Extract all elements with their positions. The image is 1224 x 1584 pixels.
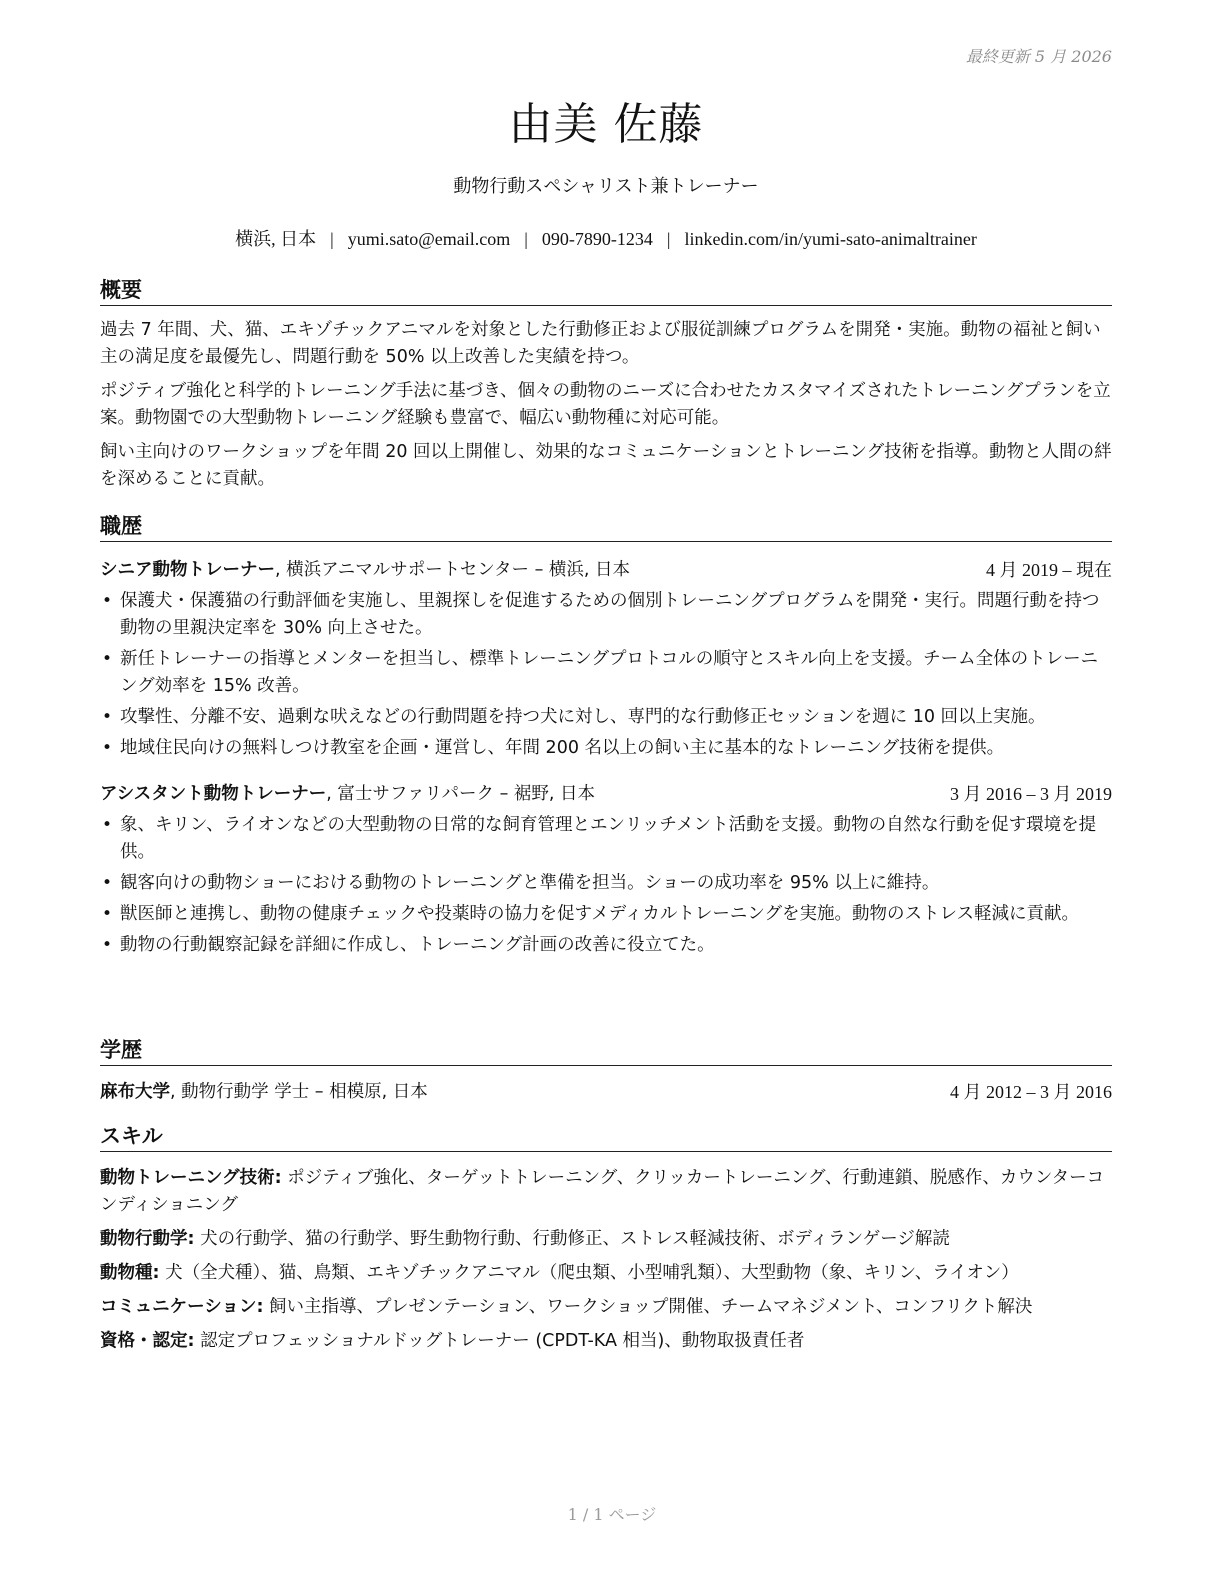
- contact-separator: |: [330, 229, 334, 249]
- job-title: 動物行動スペシャリスト兼トレーナー: [453, 176, 759, 197]
- skills-section: [100, 1122, 1112, 1355]
- skills-heading: スキル: [100, 1122, 1112, 1152]
- list-item: [100, 588, 1112, 642]
- degree-detail: , 動物行動学 学士 – 相模原, 日本: [170, 1082, 428, 1102]
- list-item: [100, 646, 1112, 700]
- skill-values: 犬の行動学、猫の行動学、野生動物行動、行動修正、ストレス軽減技術、ボディランゲージ解読: [194, 1229, 950, 1249]
- job-entry: [100, 557, 1112, 762]
- skill-category: 動物トレーニング技術:: [100, 1168, 282, 1188]
- experience-section: [100, 512, 1112, 959]
- contact-separator: |: [666, 229, 671, 249]
- job-header: [100, 781, 1112, 808]
- job-bullets: [100, 812, 1112, 959]
- skill-line: [100, 1294, 1112, 1321]
- job-date: 4 月 2019 – 現在: [986, 560, 1112, 580]
- bullet-text: 象、キリン、ライオンなどの大型動物の日常的な飼育管理とエンリッチメント活動を支援。動物の自然な行動を促す環境を提供。: [120, 815, 1097, 862]
- summary-section: [100, 276, 1112, 493]
- list-item: [100, 735, 1112, 762]
- contact-separator: |: [524, 229, 528, 249]
- bullet-icon: •: [102, 873, 113, 893]
- experience-heading: 職歴: [100, 512, 1112, 542]
- bullet-icon: •: [102, 707, 113, 727]
- skill-values: 飼い主指導、プレゼンテーション、ワークショップ開催、チームマネジメント、コンフリクト解決: [263, 1297, 1033, 1317]
- job-bullets: [100, 588, 1112, 762]
- job-header: [100, 557, 1112, 584]
- bullet-text: 保護犬・保護猫の行動評価を実施し、里親探しを促進するための個別トレーニングプログラムを開発・実行。問題行動を持つ動物の里親決定率を 30% 向上させた。: [120, 591, 1100, 638]
- list-item: [100, 704, 1112, 731]
- job-organization: , 横浜アニマルサポートセンター – 横浜, 日本: [275, 560, 631, 580]
- skill-line: [100, 1260, 1112, 1287]
- education-heading: 学歴: [100, 1036, 1112, 1066]
- page-number: 1 / 1 ページ: [567, 1505, 657, 1524]
- skill-category: 動物行動学:: [100, 1229, 195, 1249]
- job-entry: [100, 781, 1112, 959]
- person-name: 由美 佐藤: [508, 99, 704, 150]
- job-role: アシスタント動物トレーナー: [100, 784, 327, 804]
- skill-values: 認定プロフェッショナルドッグトレーナー (CPDT-KA 相当)、動物取扱責任者: [194, 1331, 805, 1351]
- bullet-icon: •: [102, 738, 113, 758]
- bullet-icon: •: [102, 649, 113, 669]
- contact-phone: 090-7890-1234: [541, 229, 653, 249]
- contact-line: [100, 225, 1112, 251]
- bullet-text: 攻撃性、分離不安、過剰な吠えなどの行動問題を持つ犬に対し、専門的な行動修正セッションを週に 10 回以上実施。: [120, 707, 1046, 727]
- bullet-icon: •: [102, 591, 113, 611]
- bullet-text: 獣医師と連携し、動物の健康チェックや投薬時の協力を促すメディカルトレーニングを実施。動物のストレス軽減に貢献。: [120, 904, 1079, 924]
- summary-paragraph: ポジティブ強化と科学的トレーニング手法に基づき、個々の動物のニーズに合わせたカスタマイズされたトレーニングプランを立案。動物園での大型動物トレーニング経験も豊富で、幅広い動物種に対応可能。: [100, 381, 1111, 428]
- education-section: [100, 1036, 1112, 1106]
- summary-paragraph: 過去 7 年間、犬、猫、エキゾチックアニマルを対象とした行動修正および服従訓練プログラムを開発・実施。動物の福祉と飼い主の満足度を最優先し、問題行動を 50% 以上改善した実績を持つ。: [100, 320, 1101, 367]
- education-date: 4 月 2012 – 3 月 2016: [950, 1082, 1112, 1102]
- school-name: 麻布大学: [100, 1082, 170, 1102]
- skill-category: 動物種:: [100, 1263, 160, 1283]
- list-item: [100, 901, 1112, 928]
- bullet-icon: •: [102, 815, 113, 835]
- skill-line: [100, 1226, 1112, 1253]
- list-item: [100, 812, 1112, 866]
- job-organization: , 富士サファリパーク – 裾野, 日本: [326, 784, 596, 804]
- skill-line: [100, 1165, 1112, 1219]
- skill-values: 犬（全犬種）、猫、鳥類、エキゾチックアニマル（爬虫類、小型哺乳類）、大型動物（象、キリン、ライオン）: [159, 1263, 1019, 1283]
- list-item: [100, 870, 1112, 897]
- bullet-icon: •: [102, 904, 113, 924]
- skill-line: [100, 1328, 1112, 1355]
- last-updated: 最終更新 5 月 2026: [965, 47, 1112, 66]
- job-date: 3 月 2016 – 3 月 2019: [950, 784, 1112, 804]
- bullet-icon: •: [102, 935, 113, 955]
- summary-paragraph: 飼い主向けのワークショップを年間 20 回以上開催し、効果的なコミュニケーションとトレーニング技術を指導。動物と人間の絆を深めることに貢献。: [100, 442, 1112, 489]
- contact-email-link[interactable]: yumi.sato@email.com: [347, 229, 511, 249]
- bullet-text: 動物の行動観察記録を詳細に作成し、トレーニング計画の改善に役立てた。: [120, 935, 715, 955]
- bullet-text: 地域住民向けの無料しつけ教室を企画・運営し、年間 200 名以上の飼い主に基本的なトレーニング技術を提供。: [120, 738, 1005, 758]
- contact-location: 横浜, 日本: [235, 229, 317, 249]
- list-item: [100, 932, 1112, 959]
- skill-category: 資格・認定:: [100, 1331, 195, 1351]
- bullet-text: 新任トレーナーの指導とメンターを担当し、標準トレーニングプロトコルの順守とスキル向上を支援。チーム全体のトレーニング効率を 15% 改善。: [120, 649, 1099, 696]
- summary-heading: 概要: [100, 276, 1112, 306]
- job-role: シニア動物トレーナー: [100, 560, 275, 580]
- skill-values: ポジティブ強化、ターゲットトレーニング、クリッカートレーニング、行動連鎖、脱感作、カウンターコンディショニング: [100, 1168, 1105, 1215]
- education-entry: [100, 1079, 1112, 1106]
- skill-category: コミュニケーション:: [100, 1297, 264, 1317]
- bullet-text: 観客向けの動物ショーにおける動物のトレーニングと準備を担当。ショーの成功率を 95% 以上に維持。: [120, 873, 940, 893]
- contact-linkedin-link[interactable]: linkedin.com/in/yumi-sato-animaltrainer: [684, 229, 977, 249]
